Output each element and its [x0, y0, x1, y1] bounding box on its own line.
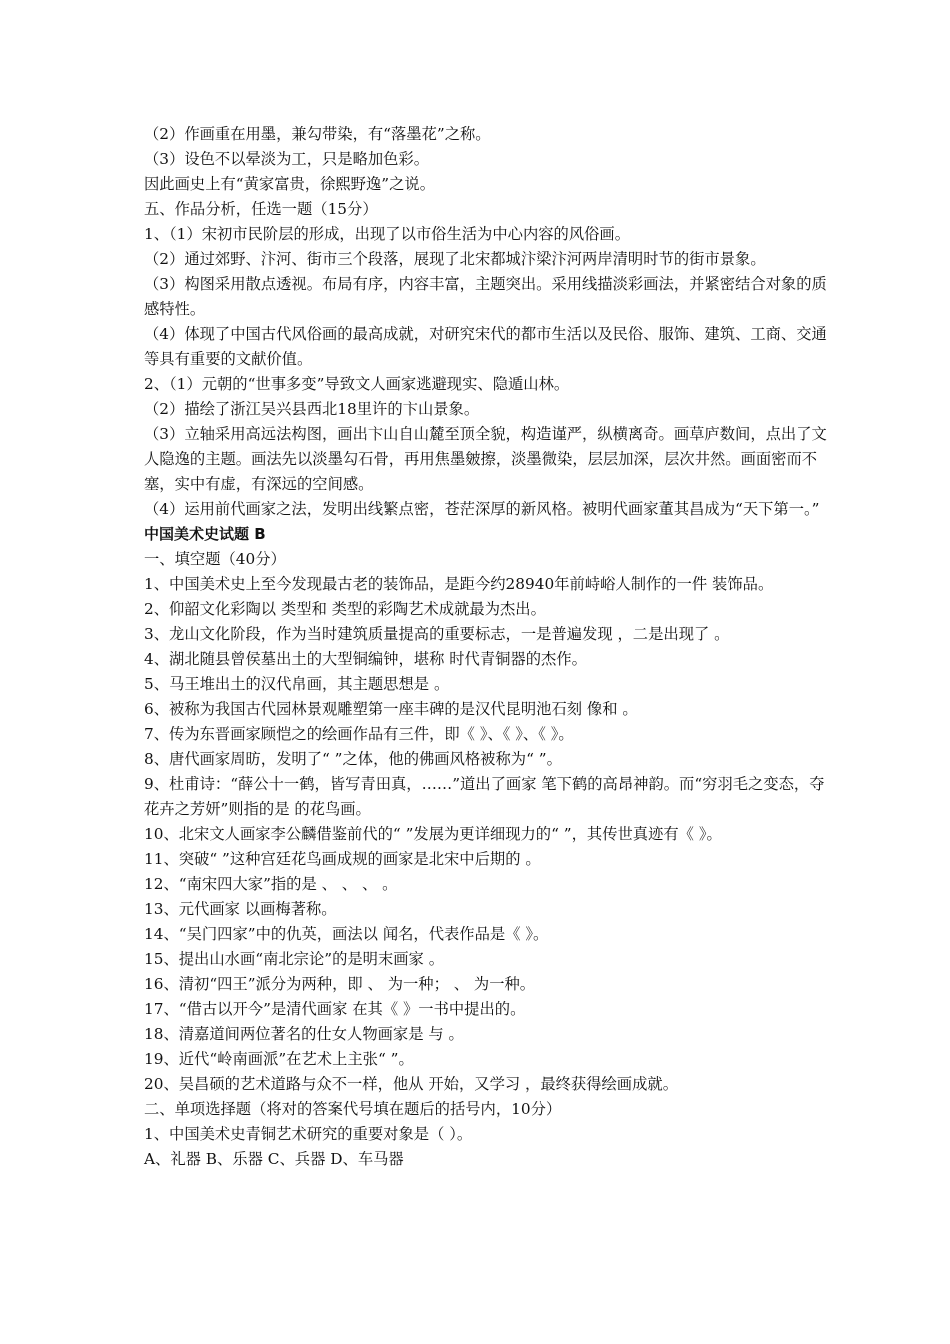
- section-heading: 五、作品分析，任选一题（15分）: [144, 200, 378, 218]
- question-item: 19、近代“岭南画派”在艺术上主张“ ”。: [144, 1050, 414, 1068]
- question-item: 4、湖北随县曾侯墓出土的大型铜编钟，堪称 时代青铜器的杰作。: [144, 650, 587, 668]
- text-line: （4）运用前代画家之法，发明出线繁点密，苍茫深厚的新风格。被明代画家董其昌成为“天下第一。”: [144, 500, 820, 518]
- question-item: 20、吴昌硕的艺术道路与众不一样，他从 开始，又学习 ，最终获得绘画成就。: [144, 1075, 678, 1093]
- answer-options: A、礼器 B、乐器 C、兵器 D、车马器: [144, 1150, 404, 1168]
- text-line: （2）描绘了浙江吴兴县西北18里许的卞山景象。: [144, 400, 480, 418]
- question-item: 18、清嘉道间两位著名的仕女人物画家是 与 。: [144, 1025, 464, 1043]
- text-line: （3）构图采用散点透视。布局有序，内容丰富，主题突出。采用线描淡彩画法，并紧密结合对象的质感特性。: [144, 275, 827, 318]
- question-item: 1、中国美术史上至今发现最古老的装饰品，是距今约28940年前峙峪人制作的一件 装饰品。: [144, 575, 774, 593]
- text-line: （2）通过郊野、汴河、街市三个段落，展现了北宋都城汴梁汴河两岸清明时节的街市景象。: [144, 250, 766, 268]
- question-item: 16、清初“四王”派分为两种，即 、 为一种； 、 为一种。: [144, 975, 536, 993]
- question-item: 6、被称为我国古代园林景观雕塑第一座丰碑的是汉代昆明池石刻 像和 。: [144, 700, 638, 718]
- question-item: 15、提出山水画“南北宗论”的是明末画家 。: [144, 950, 445, 968]
- exam-title: 中国美术史试题 B: [144, 525, 266, 543]
- text-line: 2、（1）元朝的“世事多变”导致文人画家逃避现实、隐遁山林。: [144, 375, 570, 393]
- question-item: 3、龙山文化阶段，作为当时建筑质量提高的重要标志，一是普遍发现 ，二是出现了 。: [144, 625, 730, 643]
- question-item: 1、中国美术史青铜艺术研究的重要对象是（ ）。: [144, 1125, 473, 1143]
- question-item: 12、“南宋四大家”指的是 、 、 、 。: [144, 875, 398, 893]
- question-item: 17、“借古以开今”是清代画家 在其《 》一书中提出的。: [144, 1000, 526, 1018]
- question-item: 5、马王堆出土的汉代帛画，其主题思想是 。: [144, 675, 450, 693]
- section-heading: 二、单项选择题（将对的答案代号填在题后的括号内，10分）: [144, 1100, 562, 1118]
- question-item: 9、杜甫诗：“薛公十一鹤，皆写青田真，……”道出了画家 笔下鹤的高昂神韵。而“穷羽毛之变态，夺花卉之芳妍”则指的是 的花鸟画。: [144, 775, 825, 818]
- question-item: 8、唐代画家周昉，发明了“ ”之体，他的佛画风格被称为“ ”。: [144, 750, 562, 768]
- text-line: （3）设色不以晕淡为工，只是略加色彩。: [144, 150, 430, 168]
- section-heading: 一、填空题（40分）: [144, 550, 286, 568]
- question-item: 14、“吴门四家”中的仇英，画法以 闻名，代表作品是《 》。: [144, 925, 549, 943]
- text-line: （2）作画重在用墨，兼勾带染，有“落墨花”之称。: [144, 125, 491, 143]
- text-line: （3）立轴采用高远法构图，画出卞山自山麓至顶全貌，构造谨严，纵横离奇。画草庐数间，点出了文人隐逸的主题。画法先以淡墨勾石骨，再用焦墨皴擦，淡墨微染，层层加深，层次井然。画面密而不塞，实中有虚，有深远的空间感。: [144, 425, 827, 493]
- question-item: 7、传为东晋画家顾恺之的绘画作品有三件，即《 》、《 》、《 》。: [144, 725, 574, 743]
- question-item: 11、突破“ ”这种宫廷花鸟画成规的画家是北宋中后期的 。: [144, 850, 541, 868]
- question-item: 13、元代画家 以画梅著称。: [144, 900, 337, 918]
- document-page: [144, 122, 828, 1172]
- question-item: 10、北宋文人画家李公麟借鉴前代的“ ”发展为更详细现力的“ ”，其传世真迹有《 》。: [144, 825, 722, 843]
- text-line: 因此画史上有“黄家富贵，徐熙野逸”之说。: [144, 175, 435, 193]
- text-line: 1、（1）宋初市民阶层的形成，出现了以市俗生活为中心内容的风俗画。: [144, 225, 631, 243]
- text-line: （4）体现了中国古代风俗画的最高成就，对研究宋代的都市生活以及民俗、服饰、建筑、工商、交通等具有重要的文献价值。: [144, 325, 827, 368]
- question-item: 2、仰韶文化彩陶以 类型和 类型的彩陶艺术成就最为杰出。: [144, 600, 546, 618]
